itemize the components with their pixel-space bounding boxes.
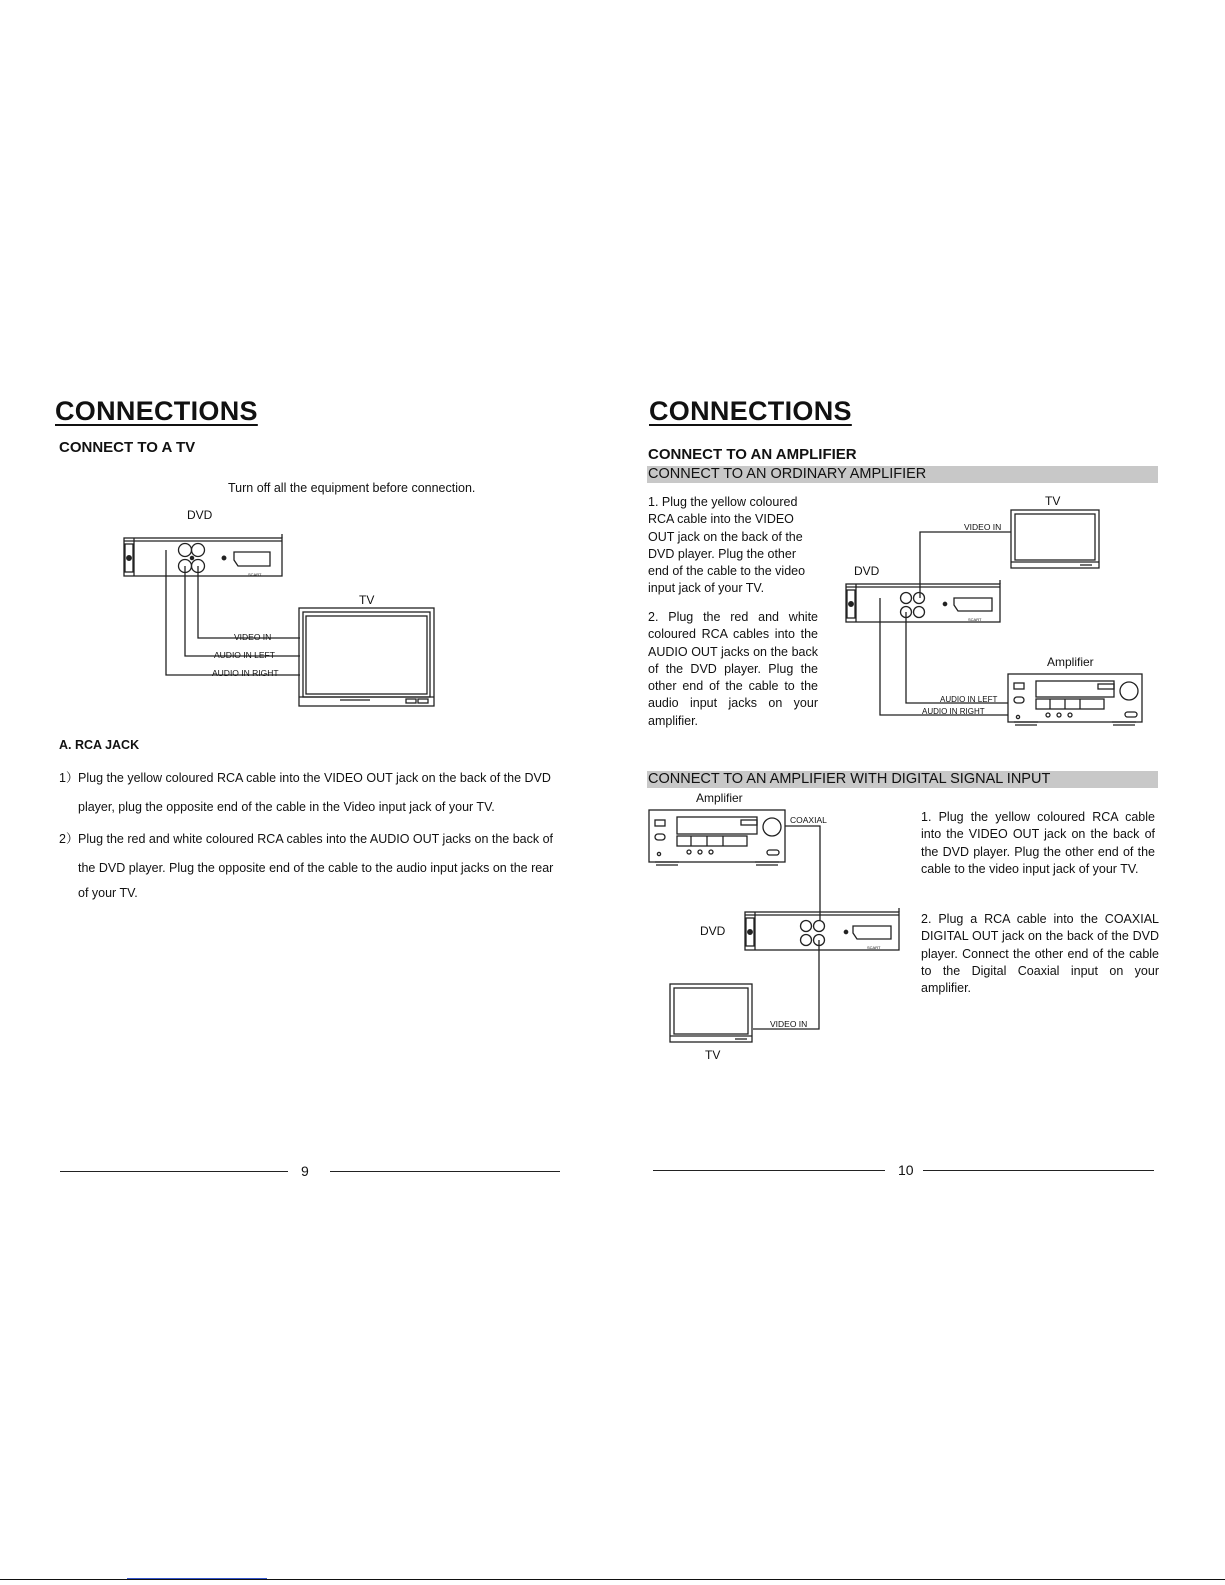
left-scart-label: SCART bbox=[248, 572, 262, 577]
ordinary-amp-step-1: 1. Plug the yellow coloured RCA cable into the VIDEO OUT jack on the back of the DVD player. Plug the other end of the cable to the video input jack of your TV. bbox=[648, 495, 806, 596]
left-audio-left-label: AUDIO IN LEFT bbox=[214, 650, 275, 660]
left-page-number: 9 bbox=[301, 1163, 309, 1179]
right-tv-label: TV bbox=[1045, 494, 1061, 508]
digital-amplifier-diagram bbox=[645, 786, 915, 1066]
left-dvd-scart bbox=[234, 552, 270, 566]
rca-step-2-line-1: Plug the red and white coloured RCA cables into the AUDIO OUT jacks on the back of bbox=[78, 832, 554, 846]
ordinary-amplifier-diagram bbox=[840, 490, 1160, 740]
right-footer-rule-left bbox=[653, 1170, 885, 1171]
left-footer-rule-left bbox=[60, 1171, 288, 1172]
left-tv-unit bbox=[299, 608, 434, 706]
right-coaxial-label: COAXIAL bbox=[790, 815, 827, 825]
right-audio-right-label: AUDIO IN RIGHT bbox=[922, 707, 985, 716]
bottom-link-underline bbox=[127, 1578, 267, 1579]
left-dvd-jack-2 bbox=[192, 544, 205, 557]
left-footer-rule-right bbox=[330, 1171, 560, 1172]
right-page-title: CONNECTIONS bbox=[649, 396, 852, 426]
ordinary-amplifier-section-bar: CONNECT TO AN ORDINARY AMPLIFIER bbox=[647, 466, 1158, 483]
right-page-number: 10 bbox=[898, 1162, 914, 1178]
right-video-in-label-1: VIDEO IN bbox=[964, 522, 1002, 532]
left-page-title: CONNECTIONS bbox=[55, 396, 258, 426]
left-video-in-label: VIDEO IN bbox=[234, 632, 272, 642]
right-scart-label-2: SCART bbox=[867, 945, 881, 950]
digital-amp-step-1: 1. Plug the yellow coloured RCA cable into the VIDEO OUT jack on the back of the DVD player. Plug the other end of the cable to the video input jack of your TV. bbox=[921, 810, 1155, 876]
left-dvd-jack-1 bbox=[179, 544, 192, 557]
left-tv-label: TV bbox=[359, 593, 375, 607]
right-page-subtitle: CONNECT TO AN AMPLIFIER bbox=[648, 446, 857, 463]
right-audio-left-label: AUDIO IN LEFT bbox=[940, 695, 998, 704]
rca-step-1-line-2: player, plug the opposite end of the cable in the Video input jack of your TV. bbox=[78, 800, 495, 814]
dvd-to-tv-diagram bbox=[110, 500, 450, 712]
right-amplifier-label-2: Amplifier bbox=[696, 791, 743, 805]
right-amplifier-label-1: Amplifier bbox=[1047, 655, 1094, 669]
bottom-edge-line bbox=[0, 1579, 1225, 1580]
digital-amplifier-section-bar: CONNECT TO AN AMPLIFIER WITH DIGITAL SIGNAL INPUT bbox=[647, 771, 1158, 788]
left-dvd-label: DVD bbox=[187, 508, 213, 522]
rca-step-1-number: 1） bbox=[59, 771, 79, 785]
right-dvd-label-1: DVD bbox=[854, 564, 880, 578]
left-audio-right-label: AUDIO IN RIGHT bbox=[212, 668, 279, 678]
right-dvd-label-2: DVD bbox=[700, 924, 726, 938]
rca-step-2-line-2: the DVD player. Plug the opposite end of the cable to the audio input jacks on the rear bbox=[78, 861, 554, 875]
right-tv-unit bbox=[1011, 510, 1099, 568]
right-tv-label-2: TV bbox=[705, 1048, 721, 1062]
right-tv-unit-2 bbox=[670, 984, 752, 1042]
rca-step-2-number: 2） bbox=[59, 832, 79, 846]
ordinary-amp-step-2: 2. Plug the red and white coloured RCA cables into the AUDIO OUT jacks on the back of the DVD player. Plug the other end of the cable to the audio input jacks on your amplifier. bbox=[648, 610, 818, 728]
right-video-in-label-2: VIDEO IN bbox=[770, 1019, 808, 1029]
left-page-subtitle: CONNECT TO A TV bbox=[59, 439, 196, 456]
right-scart-label-1: SCART bbox=[968, 617, 982, 622]
rca-step-1-line-1: Plug the yellow coloured RCA cable into the VIDEO OUT jack on the back of the DVD bbox=[78, 771, 551, 785]
equipment-off-notice: Turn off all the equipment before connection. bbox=[228, 481, 476, 495]
right-footer-rule-right bbox=[923, 1170, 1154, 1171]
digital-amp-step-2: 2. Plug a RCA cable into the COAXIAL DIGITAL OUT jack on the back of the DVD player. Connect the other end of the cable to the Digital Coaxial input on your amplifier. bbox=[921, 912, 1159, 996]
rca-jack-heading: A. RCA JACK bbox=[59, 738, 140, 752]
rca-step-2-line-3: of your TV. bbox=[78, 886, 138, 900]
